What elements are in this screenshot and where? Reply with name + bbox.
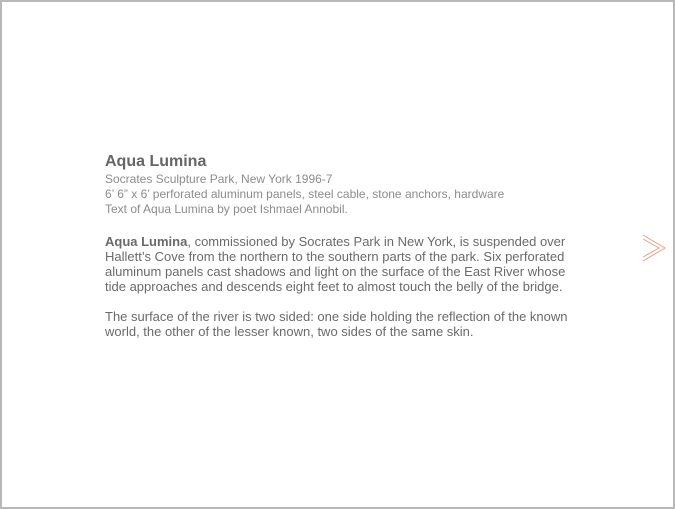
description-body: , commissioned by Socrates Park in New York, is suspended over Hallett’s Cove from the northern to the southern parts of the park. Six perforated aluminum panels cast shadows and light on the surface of the East River whose tide approaches and descends eight feet to almost touch the belly of the bridge. [105, 234, 566, 294]
artwork-location-date: Socrates Sculpture Park, New York 1996-7 [105, 172, 333, 186]
artwork-text-credit: Text of Aqua Lumina by poet Ishmael Annobil. [105, 202, 348, 216]
artwork-info [105, 152, 575, 339]
artwork-materials: 6’ 6” x 6’ perforated aluminum panels, steel cable, stone anchors, hardware [105, 187, 505, 201]
description-paragraph-1 [105, 234, 575, 294]
description-lead: Aqua Lumina [105, 234, 188, 249]
description-paragraph-2: The surface of the river is two sided: one side holding the reflection of the known world, the other of the lesser known, two sides of the same skin. [105, 309, 568, 339]
artwork-title: Aqua Lumina [105, 153, 207, 170]
double-chevron-right-icon [641, 233, 669, 263]
next-arrow-button[interactable] [641, 233, 669, 263]
